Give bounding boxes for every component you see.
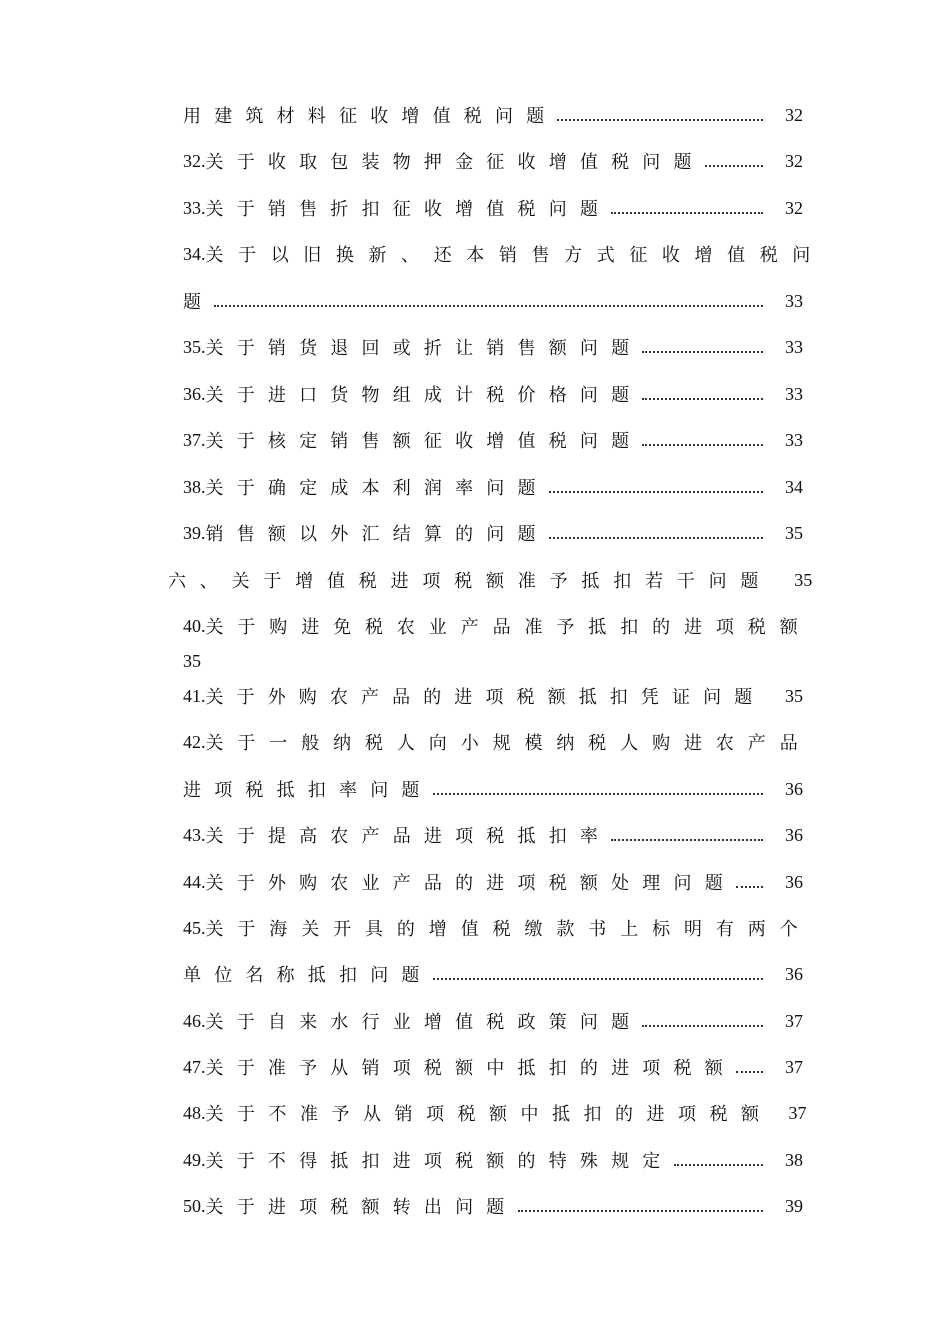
toc-entry[interactable] [183,379,803,409]
toc-entry-number: 50. [183,1195,206,1216]
toc-entry-page: 35 [785,685,803,706]
toc-entry-number: 49. [183,1149,206,1170]
toc-entry-number: 44. [183,871,206,892]
toc-entry-page: 33 [785,383,803,404]
toc-entry-title: 单位名称抵扣问题 [183,965,433,986]
toc-entry[interactable] [183,867,803,897]
toc-entry-page: 36 [785,778,803,799]
toc-entry-page: 32 [785,104,803,125]
toc-entry-number: 37. [183,429,206,450]
toc-entry[interactable] [183,193,803,223]
toc-leader-dots [549,491,763,493]
toc-leader-dots [642,398,763,400]
toc-leader-dots [518,1210,764,1212]
toc-entry-title: 进项税抵扣率问题 [183,780,433,801]
toc-entry[interactable] [183,239,825,269]
toc-entry[interactable] [183,820,803,850]
toc-leader-dots [433,978,763,980]
toc-leader-dots [642,444,763,446]
toc-entry-page-wrapped[interactable] [183,646,803,676]
toc-entry-number: 33. [183,197,206,218]
toc-entry[interactable] [183,146,803,176]
toc-entry[interactable] [183,332,803,362]
toc-entry-page: 32 [785,197,803,218]
toc-entry-number: 46. [183,1010,206,1031]
toc-entry-number: 36. [183,383,206,404]
toc-leader-dots [557,119,763,121]
toc-entry-continued[interactable] [183,959,803,989]
toc-entry-number: 35. [183,336,206,357]
toc-entry-number: 42. [183,731,206,752]
toc-entry[interactable] [183,425,803,455]
toc-leader-dots [736,886,763,888]
toc-entry[interactable] [183,913,812,943]
toc-entry-title: 关于核定销售额征收增值税问题 [205,431,643,452]
toc-entry-title: 题 [183,292,215,313]
toc-entry[interactable] [183,1098,807,1128]
toc-entry-title: 关于销售折扣征收增值税问题 [205,199,612,220]
toc-entry[interactable] [183,1145,803,1175]
toc-entry-number: 38. [183,476,206,497]
toc-entry-page: 37 [785,1056,803,1077]
toc-entry-page: 32 [785,150,803,171]
toc-entry-continued[interactable] [183,286,803,316]
toc-entry-title: 关于确定成本利润率问题 [205,478,549,499]
toc-entry-number: 43. [183,824,206,845]
toc-entry-page: 37 [788,1102,807,1123]
toc-entry-page: 38 [785,1149,803,1170]
toc-entry-title: 关于外购农业产品的进项税额处理问题 [205,873,736,894]
toc-entry-number: 39. [183,522,206,543]
toc-entry-number: 32. [183,150,206,171]
toc-entry-title: 关于自来水行业增值税政策问题 [205,1012,643,1033]
toc-entry-title: 关于外购农产品的进项税额抵扣凭证问题 [205,687,766,708]
toc-entry-title: 关于海关开具的增值税缴款书上标明有两个 [205,919,812,940]
toc-entry[interactable] [183,518,803,548]
toc-leader-dots [642,351,763,353]
toc-leader-dots [214,305,763,307]
toc-entry-page: 39 [785,1195,803,1216]
toc-entry-page: 35 [785,522,803,543]
toc-leader-dots [611,212,763,214]
toc-entry-number: 34. [183,243,206,264]
toc-entry-title: 关于以旧换新、还本销售方式征收增值税问 [205,245,825,266]
toc-entry[interactable] [183,1191,803,1221]
toc-entry[interactable] [183,100,803,130]
toc-entry-title: 用建筑材料征收增值税问题 [183,106,558,127]
toc-entry-page: 36 [785,824,803,845]
toc-leader-dots [433,793,763,795]
toc-entry[interactable] [183,1052,803,1082]
toc-entry-title: 关于进口货物组成计税价格问题 [205,385,643,406]
toc-entry-title: 关于不准予从销项税额中抵扣的进项税额 [205,1104,773,1125]
toc-entry-continued[interactable] [183,774,803,804]
toc-leader-dots [736,1071,763,1073]
toc-entry-number: 40. [183,615,206,636]
toc-entry[interactable] [183,727,812,757]
toc-entry-page: 35 [183,650,201,671]
toc-entry[interactable] [183,681,803,711]
toc-leader-dots [705,165,763,167]
toc-entry-page: 37 [785,1010,803,1031]
toc-entry-number: 48. [183,1102,206,1123]
toc-entry-page: 36 [785,963,803,984]
toc-entry-title: 关于提高农产品进项税抵扣率 [205,826,612,847]
toc-entry-title: 关于销货退回或折让销售额问题 [205,338,643,359]
toc-leader-dots [642,1025,763,1027]
toc-entry[interactable] [183,1006,803,1036]
toc-entry-title: 关于一般纳税人向小规模纳税人购进农产品 [205,733,812,754]
toc-entry-title: 关于收取包装物押金征收增值税问题 [205,152,705,173]
toc-section-title: 六、关于增值税进项税额准予抵扣若干问题 [168,571,773,592]
toc-leader-dots [674,1164,764,1166]
toc-entry-number: 41. [183,685,206,706]
toc-section-heading[interactable] [168,565,813,595]
toc-entry-page: 35 [794,569,813,590]
toc-entry-page: 33 [785,429,803,450]
toc-entry-title: 销售额以外汇结算的问题 [205,524,549,545]
toc-entry-page: 33 [785,336,803,357]
toc-entry-title: 关于购进免税农业产品准予抵扣的进项税额 [205,617,812,638]
toc-leader-dots [611,839,763,841]
toc-leader-dots [549,537,763,539]
toc-entry-page: 34 [785,476,803,497]
toc-entry-title: 关于不得抵扣进项税额的特殊规定 [205,1151,674,1172]
toc-entry-number: 45. [183,917,206,938]
toc-entry-number: 47. [183,1056,206,1077]
toc-entry-title: 关于准予从销项税额中抵扣的进项税额 [205,1058,736,1079]
toc-entry-page: 36 [785,871,803,892]
toc-entry-title: 关于进项税额转出问题 [205,1197,518,1218]
toc-entry-page: 33 [785,290,803,311]
toc-entry[interactable] [183,472,803,502]
toc-entry[interactable] [183,611,812,641]
